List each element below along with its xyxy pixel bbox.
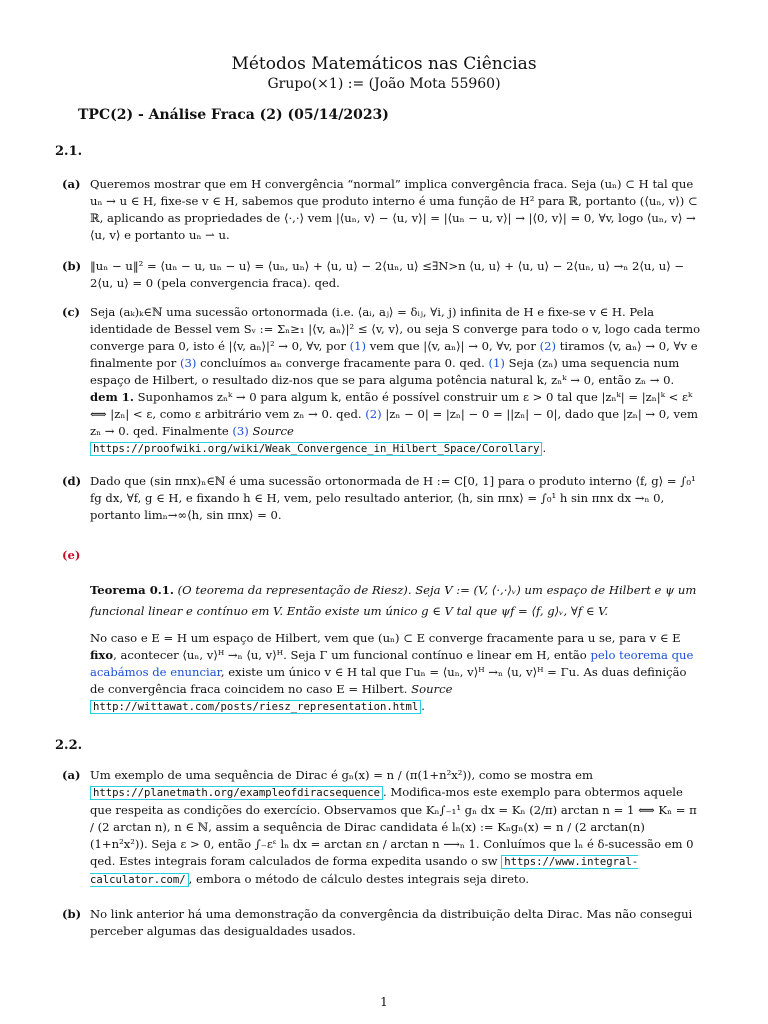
- dem-label: dem 1.: [90, 390, 134, 404]
- item-label: (d): [62, 474, 82, 488]
- ref-link-2b[interactable]: (2): [365, 407, 382, 421]
- paragraph-riesz: [90, 630, 702, 716]
- fixo-word: fixo: [90, 648, 114, 662]
- item-text: [90, 304, 702, 458]
- item-label: (e): [62, 548, 81, 562]
- text-run: tiramos ⟨v, aₙ⟩ → 0, ∀v e finalmente por: [90, 339, 698, 370]
- proofwiki-url-link[interactable]: https://proofwiki.org/wiki/Weak_Convergence_in_Hilbert_Space/Corollary: [90, 442, 542, 456]
- item-text: [90, 767, 702, 889]
- text-run: , embora o método de cálculo destes integrais seja direto.: [188, 872, 530, 886]
- item-2-1-c: [62, 304, 702, 458]
- item-label: (a): [62, 177, 81, 191]
- ref-link-2[interactable]: (2): [539, 339, 557, 353]
- text-run: Seja (zₙ) uma sequencia num espaço de Hilbert, o resultado diz-nos que se para alguma potência natural k, zₙᵏ → 0, então zₙ → 0.: [90, 356, 680, 387]
- item-label: (a): [62, 768, 81, 782]
- text-run: concluímos aₙ converge fracamente para 0. qed.: [196, 356, 489, 370]
- wittawat-url-link[interactable]: http://wittawat.com/posts/riesz_representation.html: [90, 700, 421, 714]
- section-2-1: 2.1.: [55, 144, 83, 159]
- text-run: .: [421, 699, 425, 713]
- text-run: , acontecer ⟨uₙ, v⟩ᴴ →ₙ ⟨u, v⟩ᴴ. Seja Γ um funcional contínuo e linear em H, então: [113, 648, 591, 662]
- text-run: Um exemplo de uma sequência de Dirac é gₙ(x) = n / (π(1+n²x²)), como se mostra em: [90, 768, 594, 782]
- item-text: Dado que (sin πnx)ₙ∈ℕ é uma sucessão ortonormada de H := C[0, 1] para o produto interno ⟨f, g⟩ = ∫₀¹ fg dx, ∀f, g ∈ H, e fixando h ∈ H, vem, pelo resultado anterior, ⟨h, sin πnx⟩ = ∫₀¹ h sin πnx dx →ₙ 0, portanto limₙ→∞⟨h, sin πnx⟩ = 0.: [90, 474, 696, 522]
- item-2-1-b: [62, 258, 702, 292]
- source-label: Source: [411, 682, 453, 696]
- theorem-text: (O teorema da representação de Riesz). Seja V := (V, ⟨·,·⟩ᵥ) um espaço de Hilbert e ψ um funcional linear e contínuo em V. Então existe um único g ∈ V tal que ψf = ⟨f, g⟩ᵥ, ∀f ∈ V.: [90, 583, 697, 618]
- text-run: . Modifica-mos este exemplo para obtermos aquele que respeita as condições do exercício. Observamos que Kₙ∫₋₁¹ gₙ dx = Kₙ (2/π) arctan n = 1 ⟺ Kₙ = π / (2 arctan n), n ∈ ℕ, assim a sequência de Dirac candidata é lₙ(x) := Kₙgₙ(x) = n / (2 arctan(n)(1+n²x²)). Seja ε > 0, então ∫₋εᵋ lₙ dx = arctan εn / arctan n ⟶ₙ 1. Conluímos que lₙ é δ-sucessão em 0 qed. Estes integrais foram calculados de forma expedita usando o sw: [90, 785, 697, 868]
- integral-calculator-url-link[interactable]: https://www.integral-calculator.com/: [90, 856, 639, 886]
- ref-link-1[interactable]: (1): [349, 339, 367, 353]
- text-run: vem que |⟨v, aₙ⟩| → 0, ∀v, por: [366, 339, 540, 353]
- assignment-heading: TPC(2) - Análise Fraca (2) (05/14/2023): [78, 107, 389, 123]
- ref-link-3[interactable]: (3): [179, 356, 197, 370]
- item-label: (b): [62, 259, 82, 273]
- item-2-1-a: [62, 176, 702, 244]
- planetmath-url-link[interactable]: https://planetmath.org/exampleofdiracsequence: [90, 786, 383, 800]
- item-2-1-d: [62, 473, 702, 524]
- text-run: .: [542, 441, 547, 455]
- section-2-2: 2.2.: [55, 738, 83, 753]
- text-run: Suponhamos zₙᵏ → 0 para algum k, então é possível construir um ε > 0 tal que |zₙᵏ| = |zₙ|ᵏ < εᵏ ⟺ |zₙ| < ε, como ε arbitrário vem zₙ → 0. qed.: [90, 390, 693, 421]
- theorem-riesz: [90, 580, 702, 622]
- doc-title: Métodos Matemáticos nas Ciências: [231, 54, 537, 74]
- text-run: |zₙ − 0| = |zₙ| − 0 = ||zₙ| − 0|, dado que |zₙ| → 0, vem zₙ → 0. qed. Finalmente: [90, 407, 698, 438]
- item-text: ‖uₙ − u‖² = ⟨uₙ − u, uₙ − u⟩ = ⟨uₙ, uₙ⟩ + ⟨u, u⟩ − 2⟨uₙ, u⟩ ≤∃N>n ⟨u, u⟩ + ⟨u, u⟩ − 2⟨uₙ, u⟩ →ₙ 2⟨u, u⟩ − 2⟨u, u⟩ = 0 (pela convergencia fraca). qed.: [90, 259, 685, 290]
- ref-link-1b[interactable]: (1): [488, 356, 505, 370]
- ref-link-3b[interactable]: (3): [232, 424, 249, 438]
- text-run: , existe um único v ∈ H tal que Γuₙ = ⟨uₙ, v⟩ᴴ →ₙ ⟨u, v⟩ᴴ = Γu. As duas definição de convergência fraca coincidem no caso E = Hilbert.: [90, 665, 687, 696]
- item-text: No link anterior há uma demonstração da convergência da distribuição delta Dirac. Mas não consegui perceber algumas das desigualdades usados.: [90, 907, 693, 938]
- source-label: Source: [252, 424, 294, 438]
- theorem-heading: Teorema 0.1.: [90, 583, 174, 597]
- text-run: Seja (aₖ)ₖ∈ℕ uma sucessão ortonormada (i.e. ⟨aᵢ, aⱼ⟩ = δᵢⱼ, ∀i, j) infinita de H e fixe-se v ∈ H. Pela identidade de Bessel vem Sᵥ := Σₙ≥₁ |⟨v, aₙ⟩|² ≤ ⟨v, v⟩, ou seja S converge para todo o v, logo cada termo converge para 0, isto é |⟨v, aₙ⟩|² → 0, ∀v, por: [90, 305, 701, 353]
- item-label: (b): [62, 907, 82, 921]
- theorem-ref-link[interactable]: pelo teorema que acabámos de enunciar: [90, 648, 694, 679]
- doc-subtitle: Grupo(×1) := (João Mota 55960): [267, 76, 501, 92]
- item-text: Queremos mostrar que em H convergência “normal” implica convergência fraca. Seja (uₙ) ⊂ H tal que uₙ → u ∈ H, fixe-se v ∈ H, sabemos que produto interno é uma função de H² para ℝ, portanto (⟨uₙ, v⟩) ⊂ ℝ, aplicando as propriedades de ⟨·,·⟩ vem |⟨uₙ, v⟩ − ⟨u, v⟩| = |⟨uₙ − u, v⟩| → |⟨0, v⟩| = 0, ∀v, logo ⟨uₙ, v⟩ → ⟨u, v⟩ e portanto uₙ ⇀ u.: [90, 177, 698, 242]
- item-label: (c): [62, 305, 81, 319]
- item-2-2-a: [62, 767, 702, 889]
- item-2-2-b: [62, 906, 702, 940]
- text-run: No caso e E = H um espaço de Hilbert, vem que (uₙ) ⊂ E converge fracamente para u se, para v ∈ E: [90, 631, 681, 645]
- page-number: 1: [380, 995, 388, 1009]
